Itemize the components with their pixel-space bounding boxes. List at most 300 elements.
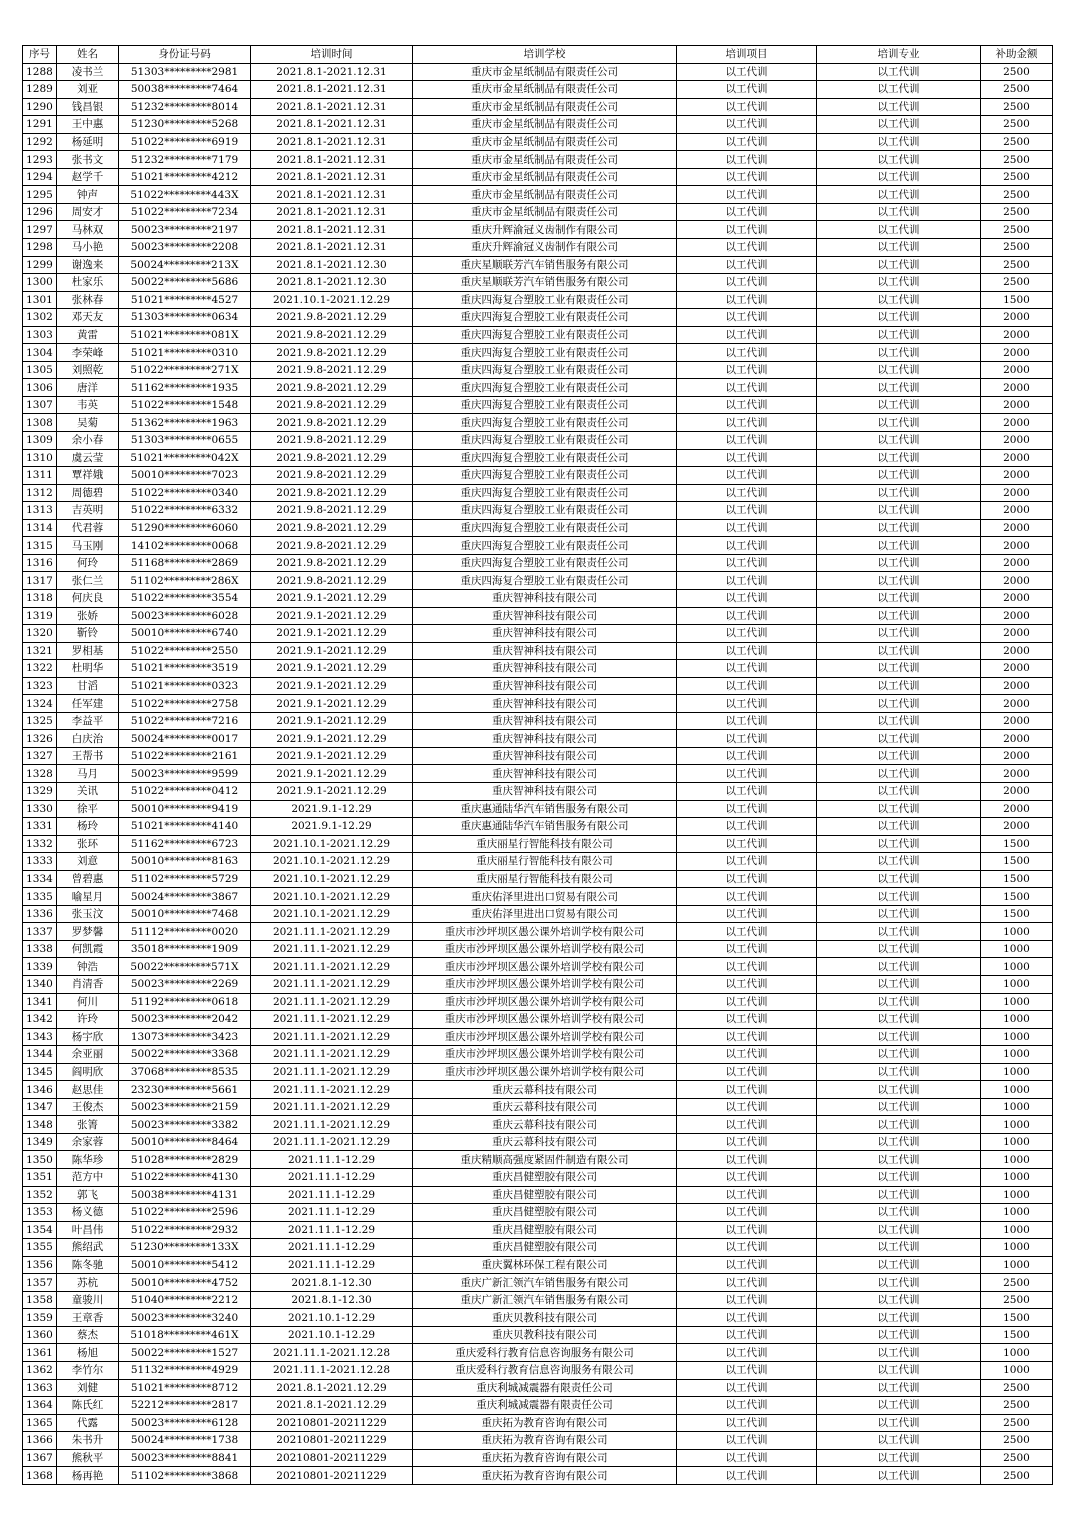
- cell-index: 1368: [23, 1467, 57, 1485]
- table-row: [23, 870, 1053, 888]
- cell-index: 1341: [23, 993, 57, 1011]
- cell-name: 钱昌银: [57, 98, 119, 116]
- cell-training-period: 2021.9.1-2021.12.29: [251, 607, 413, 625]
- cell-subsidy-amount: 2000: [981, 800, 1053, 818]
- cell-training-program: 以工代训: [677, 1397, 817, 1415]
- cell-id-number: 51022*********2758: [119, 695, 251, 713]
- cell-name: 郭飞: [57, 1186, 119, 1204]
- cell-name: 马玉刚: [57, 537, 119, 555]
- cell-training-major: 以工代训: [817, 923, 981, 941]
- cell-id-number: 50010*********8163: [119, 853, 251, 871]
- cell-id-number: 51022*********7216: [119, 712, 251, 730]
- cell-training-program: 以工代训: [677, 1274, 817, 1292]
- cell-training-major: 以工代训: [817, 309, 981, 327]
- cell-subsidy-amount: 1000: [981, 1098, 1053, 1116]
- cell-training-school: 重庆智神科技有限公司: [413, 607, 677, 625]
- cell-id-number: 50023*********6128: [119, 1414, 251, 1432]
- table-row: [23, 432, 1053, 450]
- cell-subsidy-amount: 1500: [981, 1309, 1053, 1327]
- cell-training-program: 以工代训: [677, 554, 817, 572]
- cell-name: 杨宇欣: [57, 1028, 119, 1046]
- cell-index: 1315: [23, 537, 57, 555]
- cell-training-period: 2021.11.1-2021.12.29: [251, 1133, 413, 1151]
- cell-id-number: 14102*********0068: [119, 537, 251, 555]
- table-row: [23, 1449, 1053, 1467]
- table-row: [23, 1081, 1053, 1099]
- cell-subsidy-amount: 1500: [981, 1326, 1053, 1344]
- cell-index: 1340: [23, 975, 57, 993]
- cell-name: 何川: [57, 993, 119, 1011]
- cell-training-major: 以工代训: [817, 1274, 981, 1292]
- table-row: [23, 221, 1053, 239]
- cell-training-school: 重庆市金星纸制品有限责任公司: [413, 133, 677, 151]
- table-row: [23, 940, 1053, 958]
- cell-training-school: 重庆市金星纸制品有限责任公司: [413, 81, 677, 99]
- cell-training-school: 重庆四海复合塑胶工业有限责任公司: [413, 379, 677, 397]
- cell-name: 吴菊: [57, 414, 119, 432]
- cell-name: 何玲: [57, 554, 119, 572]
- cell-id-number: 50023*********3382: [119, 1116, 251, 1134]
- cell-index: 1359: [23, 1309, 57, 1327]
- cell-training-school: 重庆四海复合塑胶工业有限责任公司: [413, 484, 677, 502]
- col-header-id-number: 身份证号码: [119, 46, 251, 64]
- cell-training-major: 以工代训: [817, 361, 981, 379]
- cell-id-number: 37068*********8535: [119, 1063, 251, 1081]
- cell-id-number: 51022*********2932: [119, 1221, 251, 1239]
- cell-training-major: 以工代训: [817, 1326, 981, 1344]
- cell-index: 1293: [23, 151, 57, 169]
- cell-subsidy-amount: 2000: [981, 361, 1053, 379]
- cell-name: 钟浩: [57, 958, 119, 976]
- cell-subsidy-amount: 2000: [981, 625, 1053, 643]
- cell-name: 马林双: [57, 221, 119, 239]
- cell-training-program: 以工代训: [677, 1291, 817, 1309]
- cell-name: 喻星月: [57, 888, 119, 906]
- table-row: [23, 642, 1053, 660]
- cell-training-program: 以工代训: [677, 1362, 817, 1380]
- cell-subsidy-amount: 1000: [981, 1011, 1053, 1029]
- cell-training-school: 重庆星顺联芳汽车销售服务有限公司: [413, 256, 677, 274]
- cell-training-school: 重庆市金星纸制品有限责任公司: [413, 116, 677, 134]
- cell-training-program: 以工代训: [677, 677, 817, 695]
- cell-index: 1319: [23, 607, 57, 625]
- cell-name: 苏杭: [57, 1274, 119, 1292]
- cell-id-number: 51303*********0634: [119, 309, 251, 327]
- cell-subsidy-amount: 1000: [981, 1081, 1053, 1099]
- cell-subsidy-amount: 2000: [981, 677, 1053, 695]
- cell-name: 曾碧惠: [57, 870, 119, 888]
- table-row: [23, 853, 1053, 871]
- cell-index: 1357: [23, 1274, 57, 1292]
- cell-training-school: 重庆昌健塑胶有限公司: [413, 1169, 677, 1187]
- cell-index: 1326: [23, 730, 57, 748]
- cell-index: 1334: [23, 870, 57, 888]
- cell-id-number: 50023*********2159: [119, 1098, 251, 1116]
- cell-id-number: 50024*********213X: [119, 256, 251, 274]
- cell-training-period: 2021.9.8-2021.12.29: [251, 379, 413, 397]
- table-row: [23, 1011, 1053, 1029]
- cell-subsidy-amount: 1000: [981, 923, 1053, 941]
- cell-training-school: 重庆智神科技有限公司: [413, 712, 677, 730]
- cell-index: 1356: [23, 1256, 57, 1274]
- table-row: [23, 765, 1053, 783]
- cell-training-period: 2021.11.1-12.29: [251, 1256, 413, 1274]
- cell-index: 1358: [23, 1291, 57, 1309]
- cell-training-program: 以工代训: [677, 1011, 817, 1029]
- cell-id-number: 51022*********0340: [119, 484, 251, 502]
- cell-training-major: 以工代训: [817, 800, 981, 818]
- cell-training-school: 重庆智神科技有限公司: [413, 625, 677, 643]
- table-row: [23, 1186, 1053, 1204]
- cell-index: 1307: [23, 396, 57, 414]
- cell-training-program: 以工代训: [677, 1414, 817, 1432]
- cell-training-major: 以工代训: [817, 1432, 981, 1450]
- cell-training-program: 以工代训: [677, 1169, 817, 1187]
- cell-id-number: 50023*********2042: [119, 1011, 251, 1029]
- cell-training-period: 2021.9.8-2021.12.29: [251, 361, 413, 379]
- cell-id-number: 51022*********3554: [119, 589, 251, 607]
- cell-training-program: 以工代训: [677, 1186, 817, 1204]
- cell-subsidy-amount: 2500: [981, 1379, 1053, 1397]
- cell-training-major: 以工代训: [817, 168, 981, 186]
- cell-index: 1294: [23, 168, 57, 186]
- cell-training-period: 20210801-20211229: [251, 1432, 413, 1450]
- cell-training-school: 重庆利城减震器有限责任公司: [413, 1379, 677, 1397]
- cell-training-major: 以工代训: [817, 256, 981, 274]
- cell-training-major: 以工代训: [817, 870, 981, 888]
- cell-training-period: 2021.8.1-2021.12.31: [251, 133, 413, 151]
- cell-subsidy-amount: 2000: [981, 712, 1053, 730]
- table-row: [23, 1116, 1053, 1134]
- cell-name: 张玉汶: [57, 905, 119, 923]
- table-row: [23, 554, 1053, 572]
- cell-training-school: 重庆爱科行教育信息咨询服务有限公司: [413, 1344, 677, 1362]
- cell-training-period: 2021.11.1-2021.12.28: [251, 1344, 413, 1362]
- cell-subsidy-amount: 2000: [981, 519, 1053, 537]
- cell-subsidy-amount: 2500: [981, 1291, 1053, 1309]
- cell-id-number: 51021*********0323: [119, 677, 251, 695]
- cell-training-period: 2021.9.8-2021.12.29: [251, 449, 413, 467]
- cell-name: 钟声: [57, 186, 119, 204]
- cell-training-school: 重庆四海复合塑胶工业有限责任公司: [413, 572, 677, 590]
- cell-training-school: 重庆精顺高强度紧固件制造有限公司: [413, 1151, 677, 1169]
- cell-training-school: 重庆智神科技有限公司: [413, 642, 677, 660]
- cell-training-school: 重庆昌健塑胶有限公司: [413, 1204, 677, 1222]
- cell-training-program: 以工代训: [677, 1467, 817, 1485]
- cell-training-program: 以工代训: [677, 326, 817, 344]
- cell-index: 1353: [23, 1204, 57, 1222]
- table-row: [23, 186, 1053, 204]
- cell-training-period: 2021.9.8-2021.12.29: [251, 502, 413, 520]
- table-row: [23, 660, 1053, 678]
- cell-training-school: 重庆市沙坪坝区愚公课外培训学校有限公司: [413, 940, 677, 958]
- cell-training-program: 以工代训: [677, 712, 817, 730]
- cell-id-number: 51102*********286X: [119, 572, 251, 590]
- cell-training-period: 2021.8.1-2021.12.31: [251, 98, 413, 116]
- cell-training-period: 2021.10.1-2021.12.29: [251, 291, 413, 309]
- cell-training-period: 20210801-20211229: [251, 1449, 413, 1467]
- cell-training-program: 以工代训: [677, 432, 817, 450]
- cell-id-number: 51303*********2981: [119, 63, 251, 81]
- cell-id-number: 51022*********2161: [119, 747, 251, 765]
- cell-id-number: 51021*********4212: [119, 168, 251, 186]
- table-row: [23, 625, 1053, 643]
- cell-training-period: 2021.9.8-2021.12.29: [251, 467, 413, 485]
- table-row: [23, 695, 1053, 713]
- cell-name: 马小艳: [57, 239, 119, 257]
- cell-id-number: 50023*********9599: [119, 765, 251, 783]
- table-row: [23, 203, 1053, 221]
- cell-subsidy-amount: 2500: [981, 63, 1053, 81]
- cell-training-program: 以工代训: [677, 1239, 817, 1257]
- cell-training-period: 2021.8.1-2021.12.31: [251, 203, 413, 221]
- cell-name: 何凯霞: [57, 940, 119, 958]
- cell-training-school: 重庆市金星纸制品有限责任公司: [413, 151, 677, 169]
- table-row: [23, 677, 1053, 695]
- cell-training-major: 以工代训: [817, 940, 981, 958]
- cell-training-period: 2021.11.1-2021.12.29: [251, 940, 413, 958]
- cell-training-period: 2021.9.1-2021.12.29: [251, 660, 413, 678]
- cell-subsidy-amount: 2000: [981, 396, 1053, 414]
- cell-training-program: 以工代训: [677, 1116, 817, 1134]
- cell-id-number: 51022*********271X: [119, 361, 251, 379]
- cell-name: 李竹尔: [57, 1362, 119, 1380]
- cell-subsidy-amount: 2000: [981, 765, 1053, 783]
- cell-index: 1335: [23, 888, 57, 906]
- cell-id-number: 51162*********1935: [119, 379, 251, 397]
- cell-id-number: 51022*********0412: [119, 782, 251, 800]
- cell-id-number: 51022*********2596: [119, 1204, 251, 1222]
- cell-training-school: 重庆四海复合塑胶工业有限责任公司: [413, 414, 677, 432]
- cell-subsidy-amount: 1000: [981, 1221, 1053, 1239]
- table-row: [23, 379, 1053, 397]
- cell-training-program: 以工代训: [677, 589, 817, 607]
- cell-subsidy-amount: 1500: [981, 853, 1053, 871]
- cell-training-period: 2021.9.8-2021.12.29: [251, 537, 413, 555]
- cell-training-program: 以工代训: [677, 818, 817, 836]
- table-row: [23, 168, 1053, 186]
- cell-index: 1290: [23, 98, 57, 116]
- table-row: [23, 993, 1053, 1011]
- cell-training-school: 重庆智神科技有限公司: [413, 747, 677, 765]
- cell-training-period: 20210801-20211229: [251, 1467, 413, 1485]
- cell-training-program: 以工代训: [677, 519, 817, 537]
- table-row: [23, 1063, 1053, 1081]
- cell-training-school: 重庆云幕科技有限公司: [413, 1081, 677, 1099]
- cell-id-number: 51022*********6332: [119, 502, 251, 520]
- cell-training-major: 以工代训: [817, 1028, 981, 1046]
- cell-name: 叶昌伟: [57, 1221, 119, 1239]
- cell-index: 1337: [23, 923, 57, 941]
- cell-index: 1318: [23, 589, 57, 607]
- cell-training-school: 重庆市金星纸制品有限责任公司: [413, 168, 677, 186]
- cell-id-number: 51021*********042X: [119, 449, 251, 467]
- cell-training-major: 以工代训: [817, 1362, 981, 1380]
- cell-id-number: 50010*********7023: [119, 467, 251, 485]
- cell-training-period: 2021.10.1-2021.12.29: [251, 835, 413, 853]
- cell-name: 余家蓉: [57, 1133, 119, 1151]
- cell-id-number: 51362*********1963: [119, 414, 251, 432]
- cell-name: 韦英: [57, 396, 119, 414]
- cell-training-school: 重庆四海复合塑胶工业有限责任公司: [413, 537, 677, 555]
- cell-training-major: 以工代训: [817, 572, 981, 590]
- table-row: [23, 1467, 1053, 1485]
- table-row: [23, 1397, 1053, 1415]
- cell-training-major: 以工代训: [817, 1133, 981, 1151]
- cell-name: 蔡杰: [57, 1326, 119, 1344]
- cell-index: 1339: [23, 958, 57, 976]
- cell-id-number: 51303*********0655: [119, 432, 251, 450]
- cell-subsidy-amount: 1500: [981, 888, 1053, 906]
- cell-training-major: 以工代训: [817, 1239, 981, 1257]
- cell-training-period: 2021.11.1-12.29: [251, 1169, 413, 1187]
- cell-training-program: 以工代训: [677, 1309, 817, 1327]
- cell-training-school: 重庆四海复合塑胶工业有限责任公司: [413, 361, 677, 379]
- cell-training-school: 重庆广新汇领汽车销售服务有限公司: [413, 1291, 677, 1309]
- cell-name: 童骏川: [57, 1291, 119, 1309]
- cell-training-period: 2021.8.1-2021.12.31: [251, 151, 413, 169]
- cell-training-program: 以工代训: [677, 502, 817, 520]
- cell-training-major: 以工代训: [817, 432, 981, 450]
- cell-subsidy-amount: 2500: [981, 186, 1053, 204]
- cell-training-program: 以工代训: [677, 870, 817, 888]
- cell-training-major: 以工代训: [817, 835, 981, 853]
- cell-id-number: 50024*********0017: [119, 730, 251, 748]
- table-row: [23, 1432, 1053, 1450]
- cell-training-program: 以工代训: [677, 537, 817, 555]
- cell-subsidy-amount: 1000: [981, 1362, 1053, 1380]
- cell-index: 1333: [23, 853, 57, 871]
- cell-subsidy-amount: 2000: [981, 467, 1053, 485]
- cell-training-school: 重庆丽星行智能科技有限公司: [413, 853, 677, 871]
- table-row: [23, 502, 1053, 520]
- cell-subsidy-amount: 1000: [981, 1028, 1053, 1046]
- cell-subsidy-amount: 2000: [981, 502, 1053, 520]
- cell-index: 1305: [23, 361, 57, 379]
- cell-training-period: 2021.9.8-2021.12.29: [251, 309, 413, 327]
- cell-name: 李荣峰: [57, 344, 119, 362]
- table-row: [23, 98, 1053, 116]
- cell-training-period: 2021.9.8-2021.12.29: [251, 396, 413, 414]
- cell-subsidy-amount: 1000: [981, 1204, 1053, 1222]
- cell-index: 1348: [23, 1116, 57, 1134]
- cell-training-major: 以工代训: [817, 519, 981, 537]
- cell-training-period: 2021.11.1-2021.12.29: [251, 1046, 413, 1064]
- cell-id-number: 50023*********2208: [119, 239, 251, 257]
- cell-training-major: 以工代训: [817, 782, 981, 800]
- cell-training-period: 2021.11.1-2021.12.29: [251, 1098, 413, 1116]
- cell-training-program: 以工代训: [677, 1326, 817, 1344]
- cell-index: 1365: [23, 1414, 57, 1432]
- cell-training-period: 2021.9.8-2021.12.29: [251, 484, 413, 502]
- table-row: [23, 1151, 1053, 1169]
- cell-id-number: 50023*********2269: [119, 975, 251, 993]
- cell-subsidy-amount: 2000: [981, 537, 1053, 555]
- cell-subsidy-amount: 1500: [981, 291, 1053, 309]
- cell-subsidy-amount: 2000: [981, 344, 1053, 362]
- cell-training-program: 以工代训: [677, 309, 817, 327]
- cell-subsidy-amount: 1000: [981, 958, 1053, 976]
- cell-name: 李益平: [57, 712, 119, 730]
- cell-index: 1361: [23, 1344, 57, 1362]
- cell-training-program: 以工代训: [677, 168, 817, 186]
- cell-training-school: 重庆昌健塑胶有限公司: [413, 1221, 677, 1239]
- cell-training-program: 以工代训: [677, 1098, 817, 1116]
- cell-name: 赵学千: [57, 168, 119, 186]
- cell-id-number: 50023*********2197: [119, 221, 251, 239]
- cell-training-program: 以工代训: [677, 940, 817, 958]
- cell-training-major: 以工代训: [817, 274, 981, 292]
- cell-training-major: 以工代训: [817, 642, 981, 660]
- cell-training-major: 以工代训: [817, 291, 981, 309]
- cell-training-program: 以工代训: [677, 905, 817, 923]
- cell-training-program: 以工代训: [677, 607, 817, 625]
- cell-training-major: 以工代训: [817, 993, 981, 1011]
- cell-training-school: 重庆拓为教育咨询有限公司: [413, 1449, 677, 1467]
- cell-name: 张仁兰: [57, 572, 119, 590]
- cell-id-number: 50024*********3867: [119, 888, 251, 906]
- cell-index: 1292: [23, 133, 57, 151]
- cell-training-period: 2021.8.1-2021.12.31: [251, 239, 413, 257]
- cell-index: 1317: [23, 572, 57, 590]
- cell-training-period: 2021.9.1-2021.12.29: [251, 730, 413, 748]
- cell-subsidy-amount: 2000: [981, 309, 1053, 327]
- cell-id-number: 51021*********081X: [119, 326, 251, 344]
- cell-id-number: 51022*********6919: [119, 133, 251, 151]
- cell-training-major: 以工代训: [817, 379, 981, 397]
- cell-training-period: 2021.11.1-2021.12.29: [251, 1011, 413, 1029]
- cell-training-major: 以工代训: [817, 1063, 981, 1081]
- table-row: [23, 537, 1053, 555]
- cell-subsidy-amount: 2000: [981, 660, 1053, 678]
- cell-training-major: 以工代训: [817, 1414, 981, 1432]
- cell-name: 唐洋: [57, 379, 119, 397]
- cell-training-program: 以工代训: [677, 221, 817, 239]
- cell-id-number: 50010*********5412: [119, 1256, 251, 1274]
- cell-training-school: 重庆翼林环保工程有限公司: [413, 1256, 677, 1274]
- cell-training-school: 重庆星顺联芳汽车销售服务有限公司: [413, 274, 677, 292]
- cell-training-program: 以工代训: [677, 63, 817, 81]
- table-row: [23, 256, 1053, 274]
- cell-training-period: 2021.11.1-2021.12.29: [251, 1028, 413, 1046]
- cell-training-school: 重庆惠通陆华汽车销售服务有限公司: [413, 818, 677, 836]
- cell-id-number: 51102*********5729: [119, 870, 251, 888]
- cell-training-period: 2021.11.1-2021.12.29: [251, 993, 413, 1011]
- cell-training-major: 以工代训: [817, 660, 981, 678]
- cell-index: 1354: [23, 1221, 57, 1239]
- cell-id-number: 51162*********6723: [119, 835, 251, 853]
- cell-subsidy-amount: 1000: [981, 1133, 1053, 1151]
- cell-id-number: 51230*********5268: [119, 116, 251, 134]
- cell-training-period: 2021.8.1-2021.12.30: [251, 256, 413, 274]
- cell-training-school: 重庆贝教科技有限公司: [413, 1326, 677, 1344]
- cell-subsidy-amount: 2000: [981, 484, 1053, 502]
- cell-training-program: 以工代训: [677, 1256, 817, 1274]
- cell-name: 代露: [57, 1414, 119, 1432]
- table-row: [23, 730, 1053, 748]
- cell-training-major: 以工代训: [817, 695, 981, 713]
- cell-training-program: 以工代训: [677, 800, 817, 818]
- cell-training-school: 重庆市金星纸制品有限责任公司: [413, 186, 677, 204]
- cell-training-program: 以工代训: [677, 695, 817, 713]
- cell-training-school: 重庆市金星纸制品有限责任公司: [413, 63, 677, 81]
- cell-subsidy-amount: 2000: [981, 695, 1053, 713]
- cell-training-major: 以工代训: [817, 905, 981, 923]
- cell-name: 陈华珍: [57, 1151, 119, 1169]
- cell-id-number: 13073*********3423: [119, 1028, 251, 1046]
- col-header-training-period: 培训时间: [251, 46, 413, 64]
- cell-training-program: 以工代训: [677, 1379, 817, 1397]
